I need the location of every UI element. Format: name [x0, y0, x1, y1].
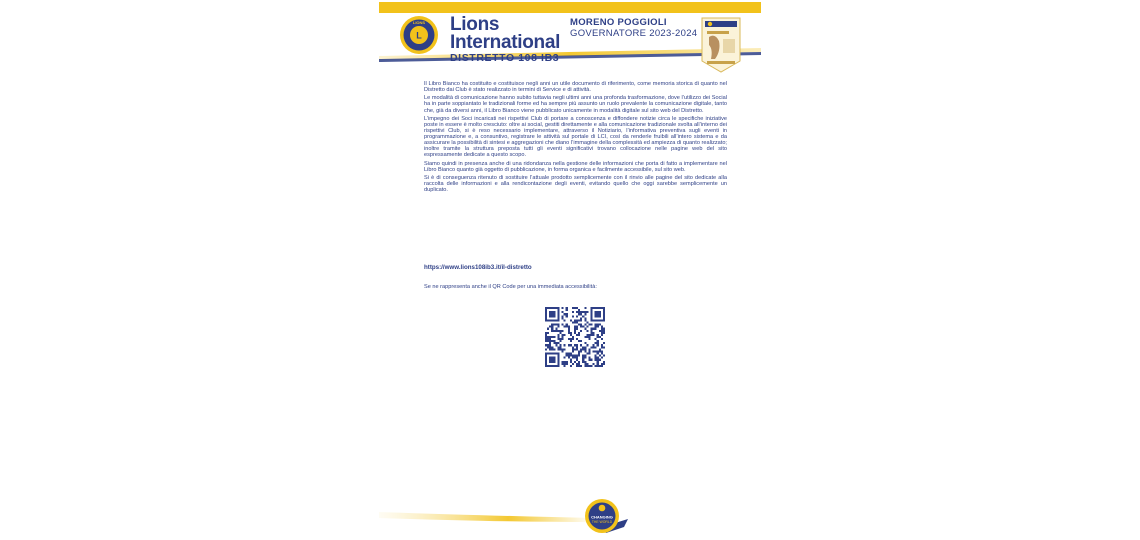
document-page [379, 0, 761, 540]
qr-code[interactable] [545, 307, 605, 367]
svg-text:L: L [416, 30, 422, 41]
district-website-link[interactable]: https://www.lions108ib3.it/il-distretto [424, 264, 532, 271]
paragraph-3: L’impegno dei Soci incaricati nei rispettivi Club di portare a conoscenza e diffondere notizie circa le specifiche iniziative poste in essere è molto cresciuto: oltre ai social, gestiti direttamente e alla comunicazione tradizionale svolta all’interno dei rispettivi Club, si è reso necessario implementare, attraverso il Notiziario, l’informativa preventiva sugli eventi in programmazione e, a consuntivo, registrare le attività sul portale di LCI, così da renderle fruibili all’intero sistema e da assicurare la possibilità di sintesi e aggregazioni che diano l’immagine della complessità ed ampiezza di quanto realizzato; inoltre tramite la struttura preposta tutti gli eventi significativi trovano collocazione nelle pagine web del sito espressamente dedicate a questo scopo. [424, 115, 727, 159]
brand-title [450, 16, 560, 52]
svg-text:LIONS: LIONS [412, 20, 426, 25]
lions-emblem-icon [399, 15, 439, 55]
letterhead [379, 11, 761, 76]
paragraph-4: Siamo quindi in presenza anche di una ridondanza nella gestione delle informazioni che porta di fatto a implementare nel Libro Bianco quanto già oggetto di pubblicazione, in forma organica e facilmente accessibile, sul sito web. [424, 160, 727, 173]
district-pennant-icon [701, 17, 741, 73]
svg-text:CHANGING: CHANGING [591, 514, 613, 520]
brand-line-2: International [450, 32, 561, 53]
brand-line-1: Lions [450, 14, 500, 35]
body-text [424, 81, 727, 196]
governor-role: GOVERNATORE 2023-2024 [570, 28, 698, 39]
paragraph-2: Le modalità di comunicazione hanno subito tuttavia negli ultimi anni una profonda trasformazione, dove l’utilizzo dei Social ha in parte soppiantato le tradizionali forme ed ha sempre più assunto un ruolo prevalente la comunicazione digitale, tanto che, già da diversi anni, il Libro Bianco viene pubblicato unicamente in modalità digitale sul sito web del Distretto. [424, 95, 727, 114]
district-label: DISTRETTO 108 IB3 [450, 52, 560, 64]
qr-note: Se ne rappresenta anche il QR Code per una immediata accessibilità: [424, 284, 597, 290]
governor-name: MORENO POGGIOLI [570, 17, 667, 28]
changing-the-world-badge-icon [582, 497, 628, 537]
svg-text:THE WORLD: THE WORLD [591, 520, 613, 524]
top-gold-bar [379, 0, 761, 11]
paragraph-5: Si è di conseguenza ritenuto di sostituire l’attuale prodotto semplicemente con il rinvio alle pagine del sito dedicate alla raccolta delle informazioni e alla rendicontazione degli eventi, evitando quello che oggi sarebbe semplicemente un duplicato. [424, 175, 727, 194]
footer-swoosh [379, 500, 761, 540]
paragraph-1: Il Libro Bianco ha costituito e costituisce negli anni un utile documento di riferimento, come memoria storica di quanto nel Distretto dai Club è stato realizzato in termini di Service e di attività. [424, 81, 727, 94]
